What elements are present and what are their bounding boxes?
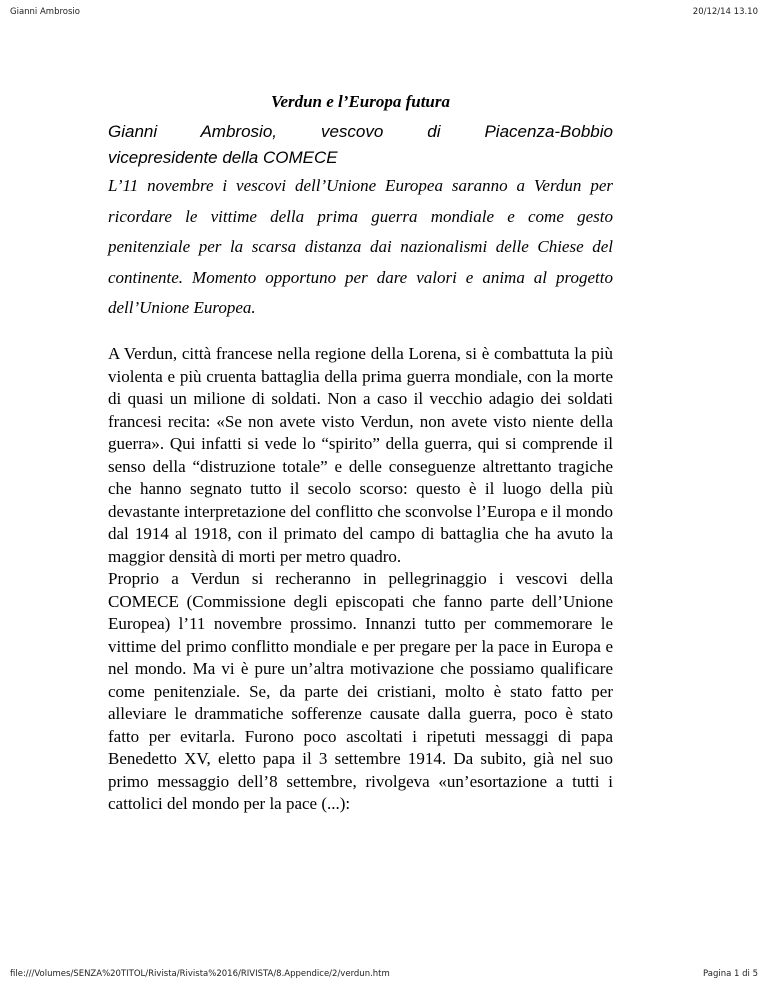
body-paragraph: Proprio a Verdun si recheranno in pellegrinaggio i vescovi della COMECE (Commissione degli episcopati che fanno parte dell’Unione Europea) l’11 novembre prossimo. Innanzi tutto per commemorare le vittime del primo conflitto mondiale e per pregare per la pace in Europa e nel mondo. Ma vi è pure un’altra motivazione che possiamo qualificare come penitenziale. Se, da parte dei cristiani, molto è stato fatto per alleviare le drammatiche sofferenze causate dalla guerra, poco è stato fatto per evitarla. Furono poco ascoltati i ripetuti messaggi di papa Benedetto XV, eletto papa il 3 settembre 1914. Da subito, già nel suo primo messaggio dell’8 settembre, rivolgeva «un’esortazione a tutti i cattolici del mondo per la pace (...): (108, 569, 613, 813)
author-block (108, 119, 613, 171)
print-footer-page-number: Pagina 1 di 5 (703, 969, 758, 979)
author-name-role: Gianni Ambrosio, vescovo di Piacenza-Bobbio (108, 122, 613, 141)
print-header-title: Gianni Ambrosio (10, 7, 80, 17)
article-title: Verdun e l’Europa futura (270, 92, 451, 111)
print-header-datetime: 20/12/14 13.10 (692, 7, 758, 17)
article-abstract: L’11 novembre i vescovi dell’Unione Europea saranno a Verdun per ricordare le vittime della prima guerra mondiale e come gesto penitenziale per la scarsa distanza dai nazionalismi delle Chiese del continente. Momento opportuno per dare valori e anima al progetto dell’Unione Europea. (108, 176, 613, 317)
article-body (108, 343, 613, 816)
author-affiliation: vicepresidente della COMECE (108, 148, 338, 167)
print-footer-url: file:///Volumes/SENZA%20TITOL/Rivista/Rivista%2016/RIVISTA/8.Appendice/2/verdun.htm (10, 969, 390, 979)
body-paragraph: A Verdun, città francese nella regione della Lorena, si è combattuta la più violenta e più cruenta battaglia della prima guerra mondiale, con la morte di quasi un milione di soldati. Non a caso il vecchio adagio dei soldati francesi recita: «Se non avete visto Verdun, non avete visto niente della guerra». Qui infatti si vede lo “spirito” della guerra, qui si comprende il senso della “distruzione totale” e delle conseguenze altrettanto tragiche che hanno segnato tutto il secolo scorso: questo è il luogo della più devastante interpretazione del conflitto che sconvolse l’Europa e il mondo dal 1914 al 1918, con il primato del campo di battaglia che ha avuto la maggior densità di morti per metro quadro. (108, 344, 613, 566)
